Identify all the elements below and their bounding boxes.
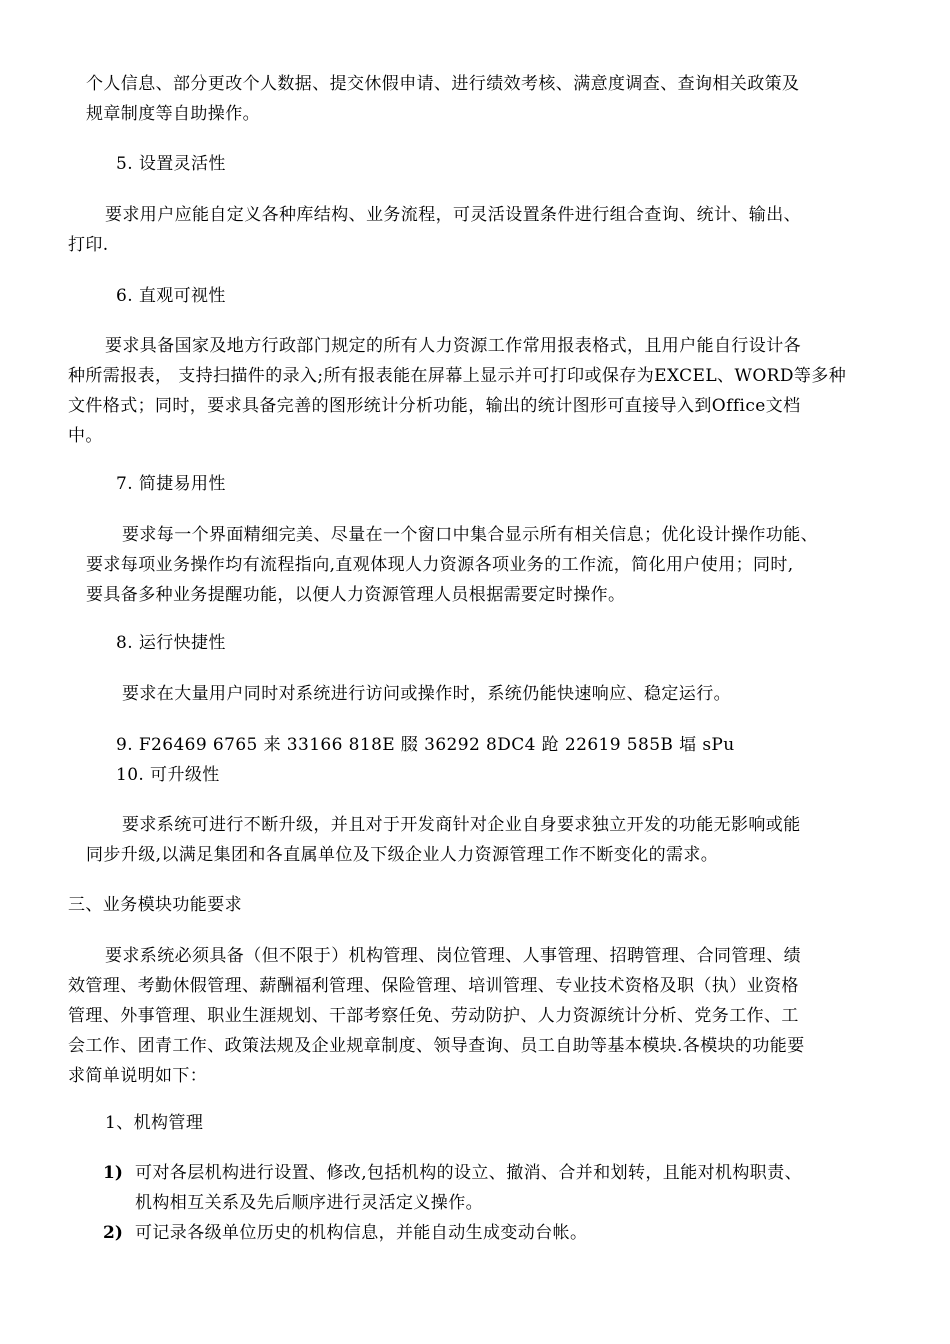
section-6-line-1: 要求具备国家及地方行政部门规定的所有人力资源工作常用报表格式，且用户能自行设计各 [105, 336, 801, 356]
section-3-line-5: 求简单说明如下： [68, 1066, 208, 1086]
org-item-1-number: 1) [103, 1163, 123, 1183]
intro-line-2: 规章制度等自助操作。 [86, 104, 260, 124]
section-3-line-4: 会工作、团青工作、政策法规及企业规章制度、领导查询、员工自助等基本模块.各模块的功能要 [68, 1036, 805, 1056]
section-3-line-1: 要求系统必须具备（但不限于）机构管理、岗位管理、人事管理、招聘管理、合同管理、绩 [105, 946, 801, 966]
section-6-line-2: 种所需报表， 支持扫描件的录入;所有报表能在屏幕上显示并可打印或保存为EXCEL、WORD等多种 [68, 366, 847, 386]
org-heading: 1、机构管理 [105, 1113, 204, 1133]
section-8-heading: 8. 运行快捷性 [116, 633, 226, 653]
section-3-heading: 三、业务模块功能要求 [68, 895, 242, 915]
section-7-line-1: 要求每一个界面精细完美、尽量在一个窗口中集合显示所有相关信息；优化设计操作功能、 [122, 525, 818, 545]
section-5-line-2: 打印. [68, 235, 109, 255]
section-10-line-2: 同步升级,以满足集团和各直属单位及下级企业人力资源管理工作不断变化的需求。 [86, 845, 719, 865]
intro-line-1: 个人信息、部分更改个人数据、提交休假申请、进行绩效考核、满意度调查、查询相关政策及 [86, 74, 800, 94]
section-6-line-4: 中。 [68, 426, 103, 446]
section-10-line-1: 要求系统可进行不断升级，并且对于开发商针对企业自身要求独立开发的功能无影响或能 [122, 815, 801, 835]
section-3-line-3: 管理、外事管理、职业生涯规划、干部考察任免、劳动防护、人力资源统计分析、党务工作、工 [68, 1006, 799, 1026]
section-7-line-3: 要具备多种业务提醒功能，以便人力资源管理人员根据需要定时操作。 [86, 585, 626, 605]
section-8-line-1: 要求在大量用户同时对系统进行访问或操作时，系统仍能快速响应、稳定运行。 [122, 684, 731, 704]
org-item-2-number: 2) [103, 1223, 123, 1243]
org-item-2-line-1: 可记录各级单位历史的机构信息，并能自动生成变动台帐。 [135, 1223, 588, 1243]
section-5-line-1: 要求用户应能自定义各种库结构、业务流程，可灵活设置条件进行组合查询、统计、输出、 [105, 205, 801, 225]
section-10-heading: 10. 可升级性 [116, 765, 220, 785]
org-item-1-line-2: 机构相互关系及先后顺序进行灵活定义操作。 [135, 1193, 483, 1213]
section-6-line-3: 文件格式；同时，要求具备完善的图形统计分析功能，输出的统计图形可直接导入到Office文档 [68, 396, 801, 416]
section-6-heading: 6. 直观可视性 [116, 286, 226, 306]
section-3-line-2: 效管理、考勤休假管理、薪酬福利管理、保险管理、培训管理、专业技术资格及职（执）业资格 [68, 976, 799, 996]
section-5-heading: 5. 设置灵活性 [116, 154, 226, 174]
section-7-line-2: 要求每项业务操作均有流程指向,直观体现人力资源各项业务的工作流，简化用户使用；同时, [86, 555, 794, 575]
section-7-heading: 7. 简捷易用性 [116, 474, 226, 494]
org-item-1-line-1: 可对各层机构进行设置、修改,包括机构的设立、撤消、合并和划转，且能对机构职责、 [135, 1163, 803, 1183]
section-9-line: 9. F26469 6765 来 33166 818E 腏 36292 8DC4 跄 22619 585B 堛 sPu [116, 735, 735, 755]
